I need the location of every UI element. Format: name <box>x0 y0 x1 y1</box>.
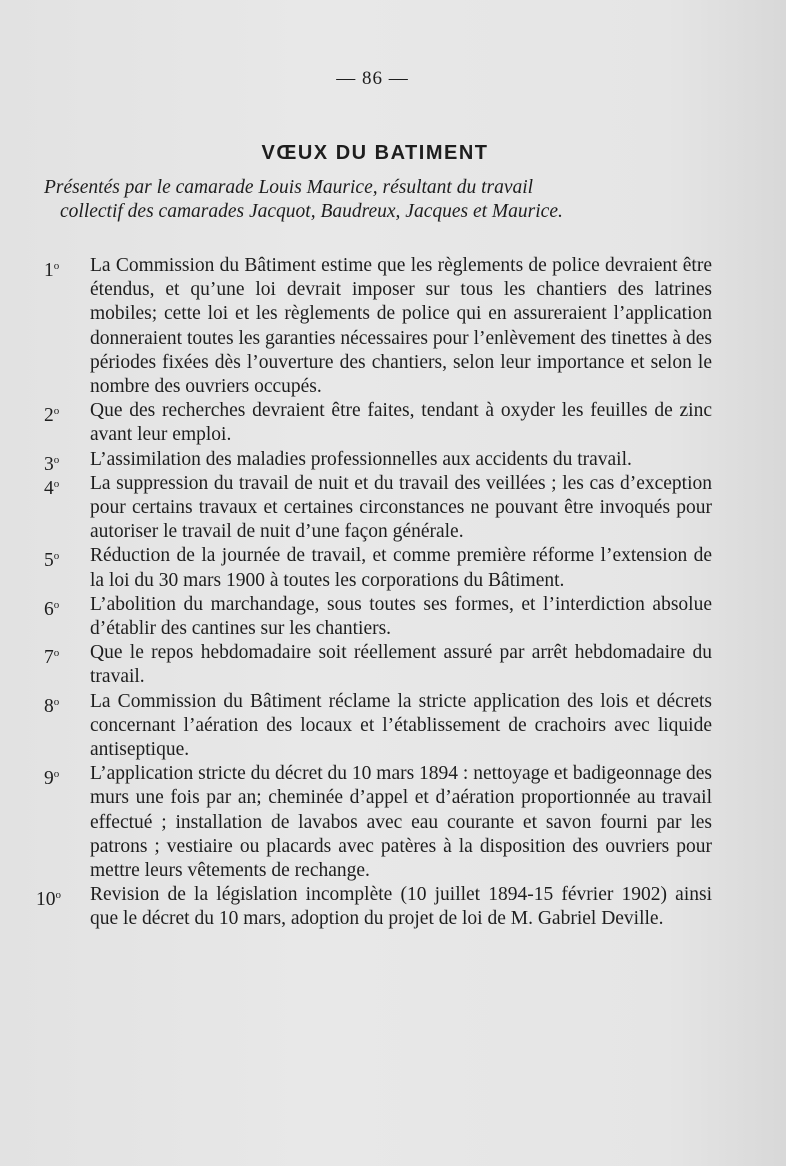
item-number: 8$^o$ <box>44 695 60 717</box>
page-title: VŒUX DU BATIMENT <box>261 142 489 164</box>
item-number: 7$^o$ <box>44 647 60 669</box>
item-text: L’assimilation des maladies professionnelles aux accidents du travail. <box>90 448 632 470</box>
list-item <box>44 399 712 447</box>
list-item <box>44 254 712 399</box>
item-number: 2$^o$ <box>44 405 60 427</box>
list-item <box>44 593 712 641</box>
list-item <box>44 472 712 545</box>
item-text: Que le repos hebdomadaire soit réellement assuré par arrêt hebdomadaire du travail. <box>90 642 712 688</box>
subtitle-line-2: collectif des camarades Jacquot, Baudreux, Jacques et Maurice. <box>60 201 563 222</box>
list-item <box>44 762 712 883</box>
item-number: 4$^o$ <box>44 477 60 499</box>
item-text: Revision de la législation incomplète (10 juillet 1894-15 février 1902) ainsi que le décret du 10 mars, adoption du projet de loi de M. Gabriel Deville. <box>90 884 712 930</box>
subtitle-line-1: Présentés par le camarade Louis Maurice, résultant du travail <box>44 177 534 198</box>
item-text: Réduction de la journée de travail, et comme première réforme l’extension de la loi du 30 mars 1900 à toutes les corporations du Bâtiment. <box>90 545 712 591</box>
list-item <box>44 690 712 763</box>
item-number: 9$^o$ <box>44 768 60 790</box>
list-item <box>44 448 712 475</box>
list-item <box>44 641 712 689</box>
resolutions-list <box>36 254 713 932</box>
item-number: 6$^o$ <box>44 598 60 620</box>
page-number: — 86 — <box>336 68 409 89</box>
item-text: L’abolition du marchandage, sous toutes ses formes, et l’interdiction absolue d’établir des cantines sur les chantiers. <box>90 593 712 640</box>
item-text: Que des recherches devraient être faites, tendant à oxyder les feuilles de zinc avant leur emploi. <box>90 400 712 446</box>
item-number: 10$^o$ <box>36 889 61 911</box>
item-text: L’application stricte du décret du 10 mars 1894 : nettoyage et badigeonnage des murs une fois par an; cheminée d’appel et d’aération proportionnée au travail effectué ; installation de lavabos avec eau courante et savon fourni par les patrons ; vestiaire ou placards avec patères à la disposition des ouvriers pour mettre leurs vêtements de rechange. <box>90 763 713 882</box>
list-item <box>36 883 712 931</box>
item-text: La Commission du Bâtiment estime que les règlements de police devraient être étendus, et qu’une loi devrait imposer sur tous les chantiers des latrines mobiles; cette loi et les règlements de police qui en assureraient l’application donneraient toutes les garanties nécessaires pour l’enlèvement des tinettes à des périodes fixées dès l’ouverture des chantiers, selon leur importance et selon le nombre des ouvriers occupés. <box>90 255 712 398</box>
item-number: 1$^o$ <box>44 260 60 281</box>
item-number: 3$^o$ <box>44 453 60 475</box>
item-text: La suppression du travail de nuit et du travail des veillées ; les cas d’exception pour certains travaux et certaines circonstances ne pouvant être invoqués pour autoriser le travail de nuit d’une façon générale. <box>90 472 712 543</box>
item-number: 5$^o$ <box>44 550 60 572</box>
list-item <box>44 544 712 592</box>
subtitle <box>44 176 714 224</box>
item-text: La Commission du Bâtiment réclame la stricte application des lois et décrets concernant l’aération des locaux et l’établissement de crachoirs avec liquide antiseptique. <box>90 690 712 761</box>
